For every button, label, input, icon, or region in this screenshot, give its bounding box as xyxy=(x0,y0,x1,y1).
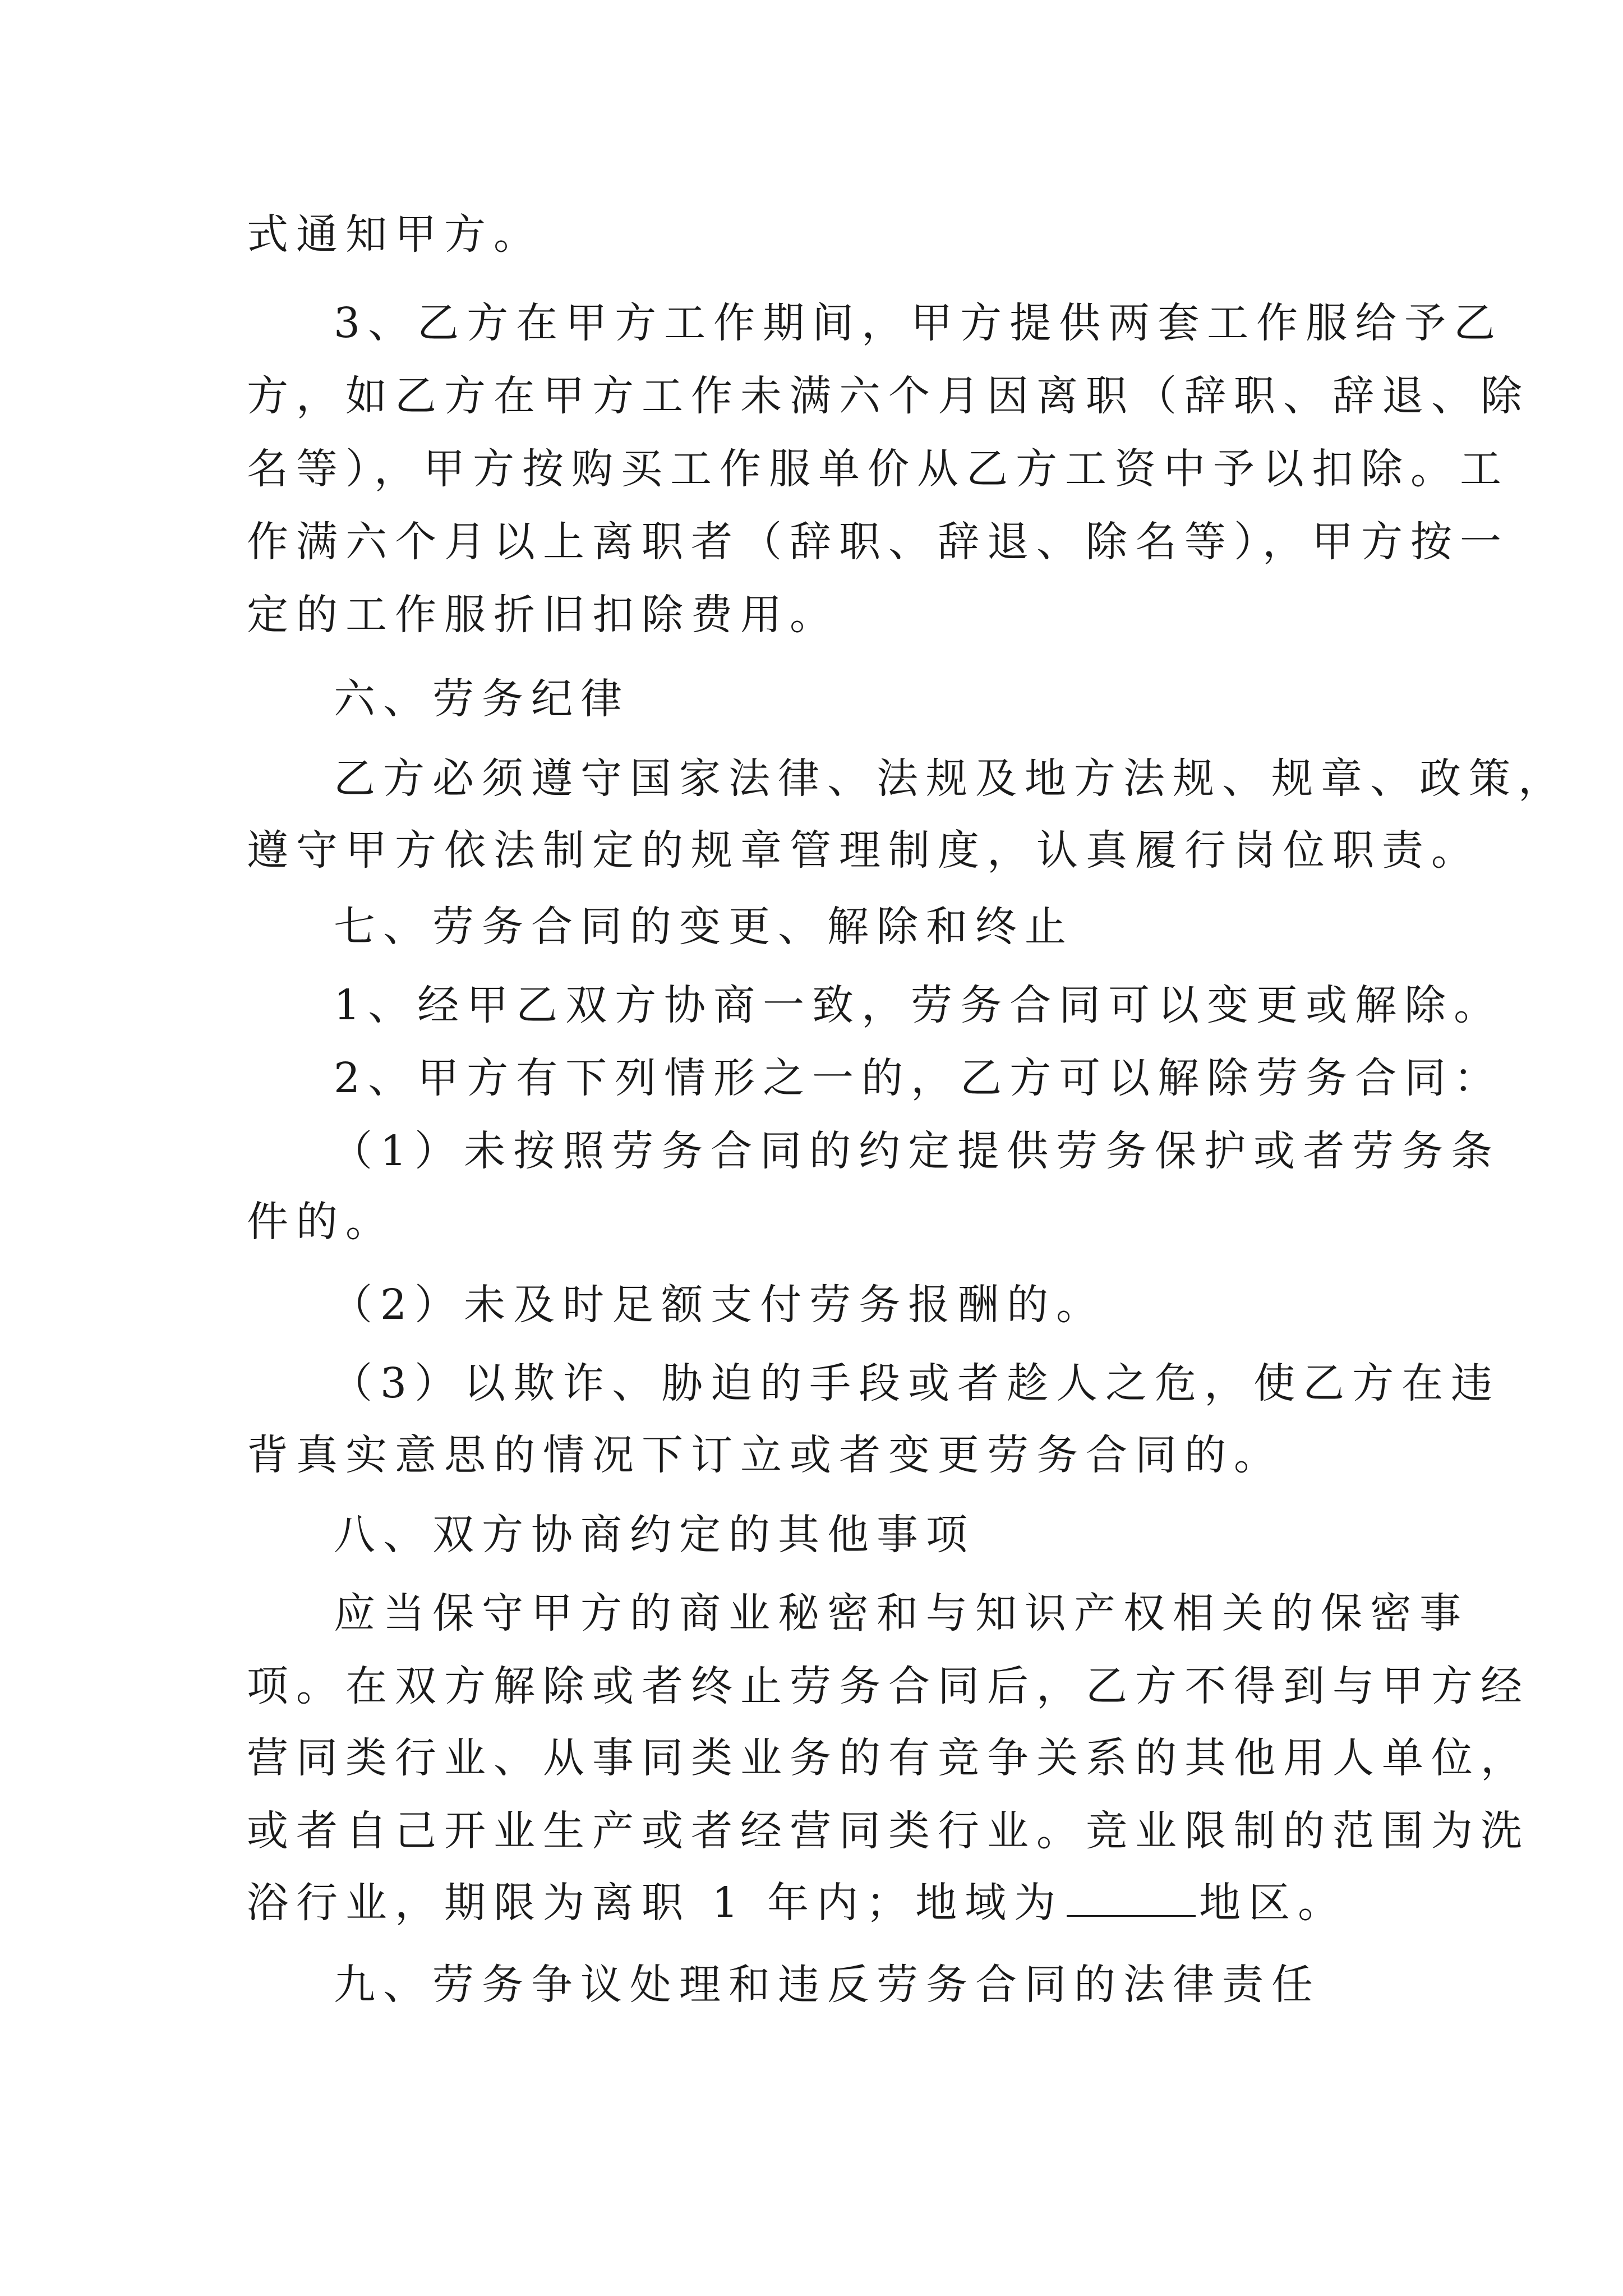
text-line: （2）未及时足额支付劳务报酬的。 xyxy=(331,1281,1106,1329)
text-segment: 浴行业，期限为离职 1 年内；地域为 xyxy=(247,1879,1064,1927)
text-line: 项。在双方解除或者终止劳务合同后，乙方不得到与甲方经 xyxy=(247,1662,1530,1710)
fill-in-blank xyxy=(1067,1879,1196,1917)
text-line: 应当保守甲方的商业秘密和与知识产权相关的保密事 xyxy=(334,1589,1469,1637)
section-heading: 七、劳务合同的变更、解除和终止 xyxy=(334,903,1074,951)
section-heading: 八、双方协商约定的其他事项 xyxy=(334,1511,975,1559)
section-heading: 九、劳务争议处理和违反劳务合同的法律责任 xyxy=(334,1961,1321,2009)
text-line-with-blank xyxy=(247,1875,1593,1931)
text-line: 遵守甲方依法制定的规章管理制度，认真履行岗位职责。 xyxy=(247,826,1481,875)
text-line: （1）未按照劳务合同的约定提供劳务保护或者劳务条 xyxy=(331,1127,1501,1175)
text-segment: 地区。 xyxy=(1199,1879,1348,1927)
text-line: 营同类行业、从事同类业务的有竞争关系的其他用人单位， xyxy=(247,1734,1530,1782)
text-line: 2、甲方有下列情形之一的，乙方可以解除劳务合同： xyxy=(334,1054,1504,1102)
text-line: 定的工作服折旧扣除费用。 xyxy=(247,591,839,639)
text-line: 1、经甲乙双方协商一致，劳务合同可以变更或解除。 xyxy=(334,981,1504,1029)
text-line: 背真实意思的情况下订立或者变更劳务合同的。 xyxy=(247,1431,1283,1479)
text-line: 件的。 xyxy=(247,1198,395,1246)
text-line: 方，如乙方在甲方工作未满六个月因离职（辞职、辞退、除 xyxy=(247,372,1530,420)
text-line: 乙方必须遵守国家法律、法规及地方法规、规章、政策， xyxy=(334,754,1567,803)
text-line: 名等），甲方按购买工作服单价从乙方工资中予以扣除。工 xyxy=(247,445,1509,493)
text-line: 作满六个月以上离职者（辞职、辞退、除名等），甲方按一 xyxy=(247,518,1509,566)
text-line: 或者自己开业生产或者经营同类行业。竞业限制的范围为洗 xyxy=(247,1807,1530,1855)
section-heading: 六、劳务纪律 xyxy=(334,675,630,723)
text-line: 式通知甲方。 xyxy=(247,210,543,259)
text-line: （3）以欺诈、胁迫的手段或者趁人之危，使乙方在违 xyxy=(331,1359,1501,1407)
text-line: 3、乙方在甲方工作期间，甲方提供两套工作服给予乙 xyxy=(334,299,1504,347)
